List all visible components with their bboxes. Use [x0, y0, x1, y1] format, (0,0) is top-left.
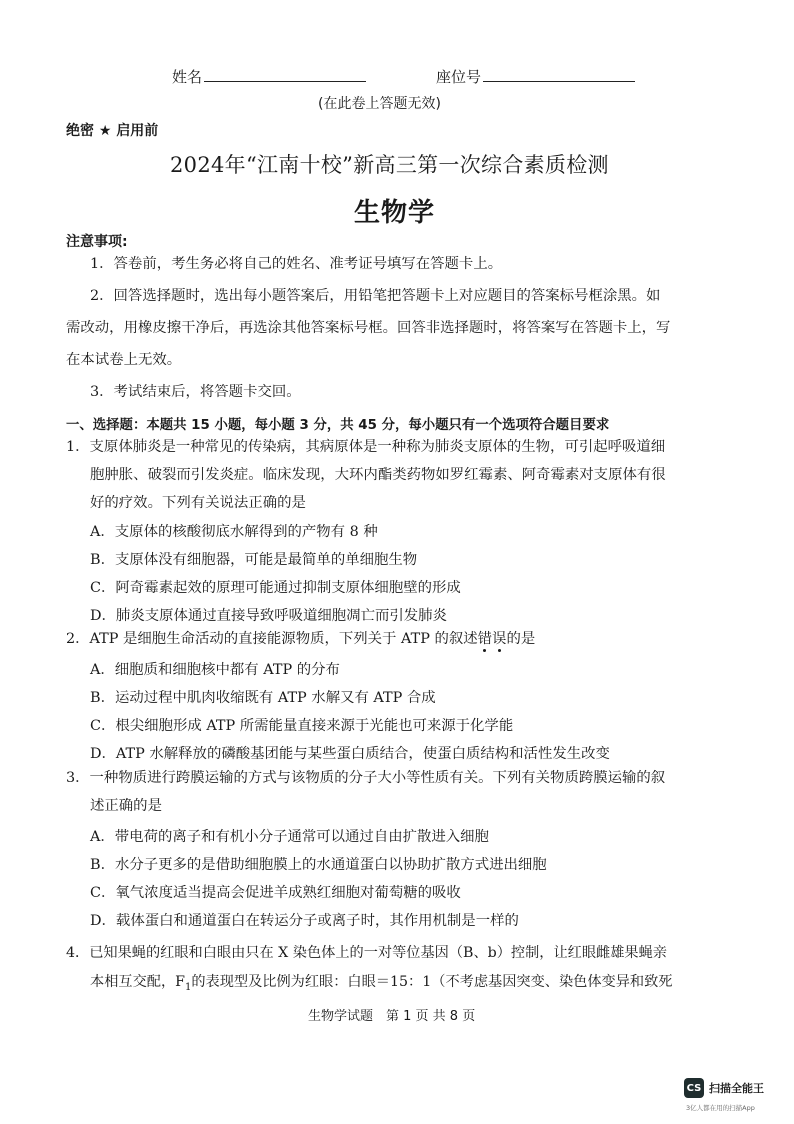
star-icon: ★ [98, 123, 112, 139]
q1-stem-line-2: 胞肿胀、破裂而引发炎症。临床发现，大环内酯类药物如罗红霉素、阿奇霉素对支原体有很 [90, 467, 666, 483]
q2-stem-post: 的是 [506, 631, 536, 647]
exam-title: 2024年“江南十校”新高三第一次综合素质检测 [170, 153, 609, 177]
q2-option-b: B．运动过程中肌肉收缩既有 ATP 水解又有 ATP 合成 [90, 690, 436, 706]
q2-stem [66, 630, 535, 648]
secret-text: 启用前 [116, 123, 159, 139]
note-item-3: 3．考试结束后，将答题卡交回。 [90, 384, 301, 400]
note-item-1: 1．答卷前，考生务必将自己的姓名、准考证号填写在答题卡上。 [90, 256, 503, 272]
q2-option-d: D．ATP 水解释放的磷酸基团能与某些蛋白质结合，使蛋白质结构和活性发生改变 [90, 746, 610, 762]
invalid-note: (在此卷上答题无效) [318, 96, 441, 112]
name-fill-line [204, 67, 366, 82]
q2-stem-pre: 2．ATP 是细胞生命活动的直接能源物质，下列关于 ATP 的叙述 [66, 631, 478, 647]
q1-stem-line-3: 好的疗效。下列有关说法正确的是 [90, 495, 306, 511]
secret-label: 绝密 [66, 123, 94, 139]
q1-option-c: C．阿奇霉素起效的原理可能通过抑制支原体细胞壁的形成 [90, 580, 461, 596]
secret-mark [66, 120, 158, 140]
q4-line2-subscript: 1 [184, 981, 192, 993]
section1-heading: 一、选择题：本题共 15 小题，每小题 3 分，共 45 分，每小题只有一个选项符合题目要求 [66, 418, 610, 433]
q3-option-b: B．水分子更多的是借助细胞膜上的水通道蛋白以协助扩散方式进出细胞 [90, 857, 547, 873]
q3-option-c: C．氧气浓度适当提高会促进羊成熟红细胞对葡萄糖的吸收 [90, 885, 461, 901]
q4-line2-post: 的表现型及比例为红眼：白眼＝15：1（不考虑基因突变、染色体变异和致死 [191, 974, 673, 990]
q1-option-a: A．支原体的核酸彻底水解得到的产物有 8 种 [90, 524, 378, 540]
q1-stem-line-1: 1．支原体肺炎是一种常见的传染病，其病原体是一种称为肺炎支原体的生物，可引起呼吸道细 [66, 439, 666, 455]
seat-field[interactable] [436, 66, 635, 87]
q2-option-c: C．根尖细胞形成 ATP 所需能量直接来源于光能也可来源于化学能 [90, 718, 514, 734]
q4-line2-pre: 本相互交配，F [90, 974, 185, 990]
note-item-2: 2．回答选择题时，选出每小题答案后，用铅笔把答题卡上对应题目的答案标号框涂黑。如 [90, 288, 661, 304]
watermark-name: 扫描全能王 [709, 1082, 764, 1095]
q4-stem-line-1: 4．已知果蝇的红眼和白眼由只在 X 染色体上的一对等位基因（B、b）控制，让红眼雌雄果蝇亲 [66, 945, 667, 961]
q2-option-a: A．细胞质和细胞核中都有 ATP 的分布 [90, 662, 340, 678]
q1-option-b: B．支原体没有细胞器，可能是最简单的单细胞生物 [90, 552, 418, 568]
camscanner-logo-icon: CS [684, 1078, 704, 1098]
q4-stem-line-2 [90, 973, 672, 997]
q3-option-a: A．带电荷的离子和有机小分子通常可以通过自由扩散进入细胞 [90, 829, 489, 845]
notes-heading: 注意事项: [66, 234, 128, 250]
q3-stem-line-2: 述正确的是 [90, 798, 162, 814]
note-item-2-cont: 需改动，用橡皮擦干净后，再选涂其他答案标号框。回答非选择题时，将答案写在答题卡上，写 [66, 320, 671, 336]
watermark-tagline: 3亿人都在用的扫描App [686, 1104, 755, 1112]
name-label: 姓名 [172, 68, 203, 86]
subject-title: 生物学 [354, 198, 436, 228]
name-field[interactable] [172, 66, 366, 87]
note-item-2-end: 在本试卷上无效。 [66, 352, 182, 368]
scanner-watermark [684, 1078, 764, 1098]
q3-option-d: D．载体蛋白和通道蛋白在转运分子或离子时，其作用机制是一样的 [90, 913, 519, 929]
q3-stem-line-1: 3．一种物质进行跨膜运输的方式与该物质的分子大小等性质有关。下列有关物质跨膜运输的叙 [66, 770, 666, 786]
q2-stem-emphasis-1: 错 [477, 631, 493, 647]
seat-fill-line [483, 67, 635, 82]
q2-stem-emphasis-2: 误 [492, 631, 507, 647]
seat-label: 座位号 [436, 68, 482, 86]
q1-option-d: D．肺炎支原体通过直接导致呼吸道细胞凋亡而引发肺炎 [90, 608, 447, 624]
page-footer: 生物学试题 第 1 页 共 8 页 [308, 1009, 476, 1024]
